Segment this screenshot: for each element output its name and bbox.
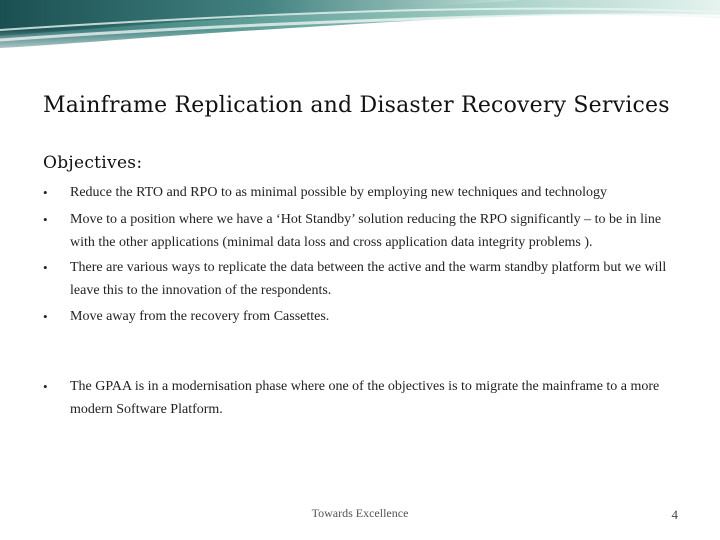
bullet-icon: • <box>43 185 48 200</box>
bullet-text: Move to a position where we have a ‘Hot Standby’ solution reducing the RPO significantly – to be in line with the other applications (minimal data loss and cross application data integrity problems ). <box>70 212 662 250</box>
bullet-text: Reduce the RTO and RPO to as minimal possible by employing new techniques and technology <box>70 185 608 200</box>
bullet-icon: • <box>43 309 48 324</box>
header-banner <box>0 0 720 60</box>
objectives-heading: Objectives: <box>43 153 143 173</box>
list-item <box>43 375 683 421</box>
list-item <box>43 305 683 328</box>
footer-text: Towards Excellence <box>311 506 409 520</box>
slide-title: Mainframe Replication and Disaster Recovery Services <box>43 92 670 118</box>
list-item <box>43 181 683 204</box>
list-item <box>43 256 683 302</box>
bullet-icon: • <box>43 260 48 275</box>
bullet-text: Move away from the recovery from Cassettes. <box>70 309 330 324</box>
bullet-icon: • <box>43 212 48 227</box>
objectives-list <box>43 181 683 421</box>
page-number: 4 <box>671 507 678 522</box>
bullet-text: The GPAA is in a modernisation phase where one of the objectives is to migrate the mainframe to a more modern Software Platform. <box>70 379 660 417</box>
bullet-icon: • <box>43 379 48 394</box>
list-item <box>43 208 683 254</box>
bullet-text: There are various ways to replicate the data between the active and the warm standby platform but we will leave this to the innovation of the respondents. <box>70 260 667 298</box>
banner-graphic <box>0 0 720 60</box>
